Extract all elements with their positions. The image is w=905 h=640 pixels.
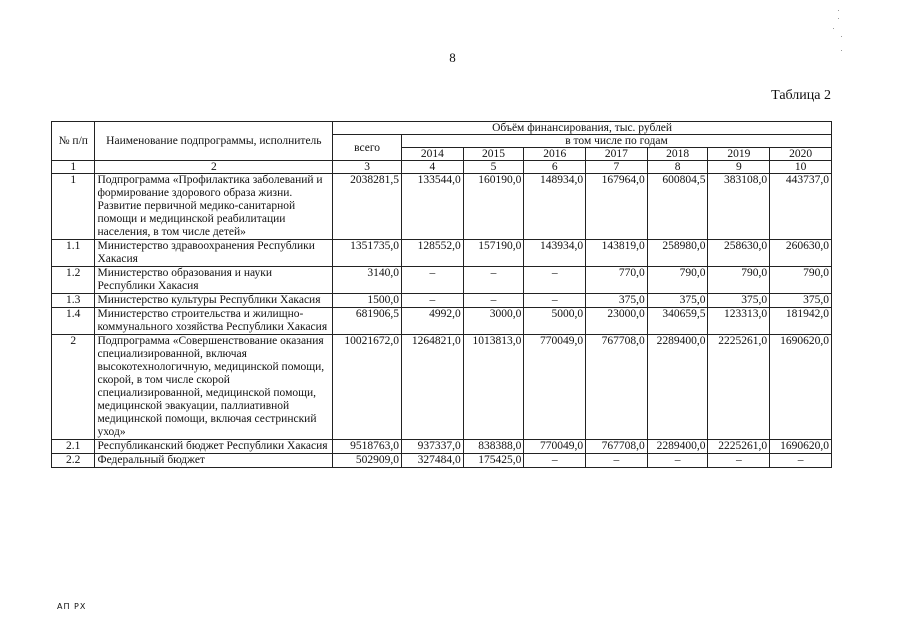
- table-row: [52, 174, 832, 240]
- row-year-value: 157190,0: [463, 240, 524, 267]
- row-year-value: –: [708, 454, 770, 468]
- table-row: [52, 454, 832, 468]
- header-num: № п/п: [52, 122, 95, 161]
- row-total-value: 1351735,0: [333, 240, 402, 267]
- row-year-value: 937337,0: [401, 440, 463, 454]
- row-year-value: 767708,0: [586, 440, 648, 454]
- column-number: 5: [463, 161, 524, 174]
- row-number: 2.2: [52, 454, 95, 468]
- row-year-value: 167964,0: [586, 174, 648, 240]
- table-row: [52, 240, 832, 267]
- column-number: 1: [52, 161, 95, 174]
- row-year-value: –: [463, 294, 524, 308]
- row-year-value: –: [401, 267, 463, 294]
- row-year-value: 148934,0: [524, 174, 586, 240]
- row-year-value: –: [647, 454, 708, 468]
- row-year-value: 3000,0: [463, 308, 524, 335]
- row-year-value: 2289400,0: [647, 335, 708, 440]
- row-year-value: 4992,0: [401, 308, 463, 335]
- row-number: 1.1: [52, 240, 95, 267]
- row-year-value: 1690620,0: [770, 335, 832, 440]
- row-year-value: 23000,0: [586, 308, 648, 335]
- row-year-value: 2225261,0: [708, 335, 770, 440]
- column-number: 7: [586, 161, 648, 174]
- row-year-value: 1264821,0: [401, 335, 463, 440]
- row-year-value: 375,0: [647, 294, 708, 308]
- row-year-value: 375,0: [708, 294, 770, 308]
- row-year-value: 770049,0: [524, 440, 586, 454]
- row-year-value: 327484,0: [401, 454, 463, 468]
- row-year-value: 838388,0: [463, 440, 524, 454]
- row-year-value: 175425,0: [463, 454, 524, 468]
- scan-noise: [829, 6, 843, 56]
- row-name: Подпрограмма «Профилактика заболеваний и формирование здорового образа жизни. Развитие первичной медико-санитарной помощи и медицинской реабилитации населения, в том числе детей»: [95, 174, 333, 240]
- header-year: 2015: [463, 148, 524, 161]
- row-total-value: 681906,5: [333, 308, 402, 335]
- row-year-value: 1690620,0: [770, 440, 832, 454]
- header-year: 2017: [586, 148, 648, 161]
- row-name: Подпрограмма «Совершенствование оказания специализированной, включая высокотехнологичную, медицинской помощи, скорой, в том числе скорой специализированной, медицинской помощи, медицинской эвакуации, паллиативной медицинской помощи, включая сестринский уход»: [95, 335, 333, 440]
- row-name: Министерство здравоохранения Республики Хакасия: [95, 240, 333, 267]
- row-name: Республиканский бюджет Республики Хакасия: [95, 440, 333, 454]
- row-year-value: 790,0: [647, 267, 708, 294]
- column-number: 6: [524, 161, 586, 174]
- row-year-value: 5000,0: [524, 308, 586, 335]
- row-year-value: –: [586, 454, 648, 468]
- table-row: [52, 440, 832, 454]
- header-funding: Объём финансирования, тыс. рублей: [333, 122, 832, 135]
- header-total: всего: [333, 135, 402, 161]
- header-year: 2014: [401, 148, 463, 161]
- row-number: 1.2: [52, 267, 95, 294]
- row-name: Федеральный бюджет: [95, 454, 333, 468]
- column-number: 8: [647, 161, 708, 174]
- column-number: 4: [401, 161, 463, 174]
- row-year-value: 790,0: [708, 267, 770, 294]
- row-year-value: 767708,0: [586, 335, 648, 440]
- column-number: 2: [95, 161, 333, 174]
- row-year-value: 2225261,0: [708, 440, 770, 454]
- row-year-value: 443737,0: [770, 174, 832, 240]
- row-year-value: 133544,0: [401, 174, 463, 240]
- row-number: 2: [52, 335, 95, 440]
- row-year-value: 2289400,0: [647, 440, 708, 454]
- row-year-value: 143934,0: [524, 240, 586, 267]
- row-year-value: 128552,0: [401, 240, 463, 267]
- row-year-value: 383108,0: [708, 174, 770, 240]
- row-year-value: 1013813,0: [463, 335, 524, 440]
- row-total-value: 10021672,0: [333, 335, 402, 440]
- row-year-value: 160190,0: [463, 174, 524, 240]
- table-row: [52, 335, 832, 440]
- row-year-value: 260630,0: [770, 240, 832, 267]
- row-year-value: 258630,0: [708, 240, 770, 267]
- header-by-year: в том числе по годам: [401, 135, 831, 148]
- row-year-value: 790,0: [770, 267, 832, 294]
- row-year-value: 770049,0: [524, 335, 586, 440]
- row-number: 2.1: [52, 440, 95, 454]
- row-year-value: –: [524, 294, 586, 308]
- header-year: 2020: [770, 148, 832, 161]
- table-row: [52, 267, 832, 294]
- row-year-value: –: [463, 267, 524, 294]
- row-year-value: –: [524, 267, 586, 294]
- row-total-value: 9518763,0: [333, 440, 402, 454]
- row-year-value: –: [770, 454, 832, 468]
- row-year-value: 143819,0: [586, 240, 648, 267]
- row-year-value: 181942,0: [770, 308, 832, 335]
- column-number-row: [52, 161, 832, 174]
- row-year-value: 375,0: [770, 294, 832, 308]
- row-year-value: 375,0: [586, 294, 648, 308]
- row-name: Министерство строительства и жилищно-коммунального хозяйства Республики Хакасия: [95, 308, 333, 335]
- row-number: 1.4: [52, 308, 95, 335]
- row-total-value: 1500,0: [333, 294, 402, 308]
- row-year-value: 770,0: [586, 267, 648, 294]
- column-number: 10: [770, 161, 832, 174]
- row-name: Министерство образования и науки Республики Хакасия: [95, 267, 333, 294]
- financing-table: [51, 121, 832, 468]
- row-year-value: –: [401, 294, 463, 308]
- header-year: 2016: [524, 148, 586, 161]
- row-total-value: 2038281,5: [333, 174, 402, 240]
- row-number: 1.3: [52, 294, 95, 308]
- row-total-value: 502909,0: [333, 454, 402, 468]
- header-year: 2018: [647, 148, 708, 161]
- footer-mark: АП РХ: [57, 602, 87, 611]
- row-year-value: 258980,0: [647, 240, 708, 267]
- row-name: Министерство культуры Республики Хакасия: [95, 294, 333, 308]
- table-caption: Таблица 2: [771, 88, 831, 103]
- table-row: [52, 308, 832, 335]
- row-year-value: 340659,5: [647, 308, 708, 335]
- row-number: 1: [52, 174, 95, 240]
- row-year-value: 123313,0: [708, 308, 770, 335]
- row-year-value: –: [524, 454, 586, 468]
- table-row: [52, 294, 832, 308]
- header-year: 2019: [708, 148, 770, 161]
- row-year-value: 600804,5: [647, 174, 708, 240]
- column-number: 9: [708, 161, 770, 174]
- row-total-value: 3140,0: [333, 267, 402, 294]
- column-number: 3: [333, 161, 402, 174]
- page-number: 8: [449, 50, 456, 65]
- header-name: Наименование подпрограммы, исполнитель: [95, 122, 333, 161]
